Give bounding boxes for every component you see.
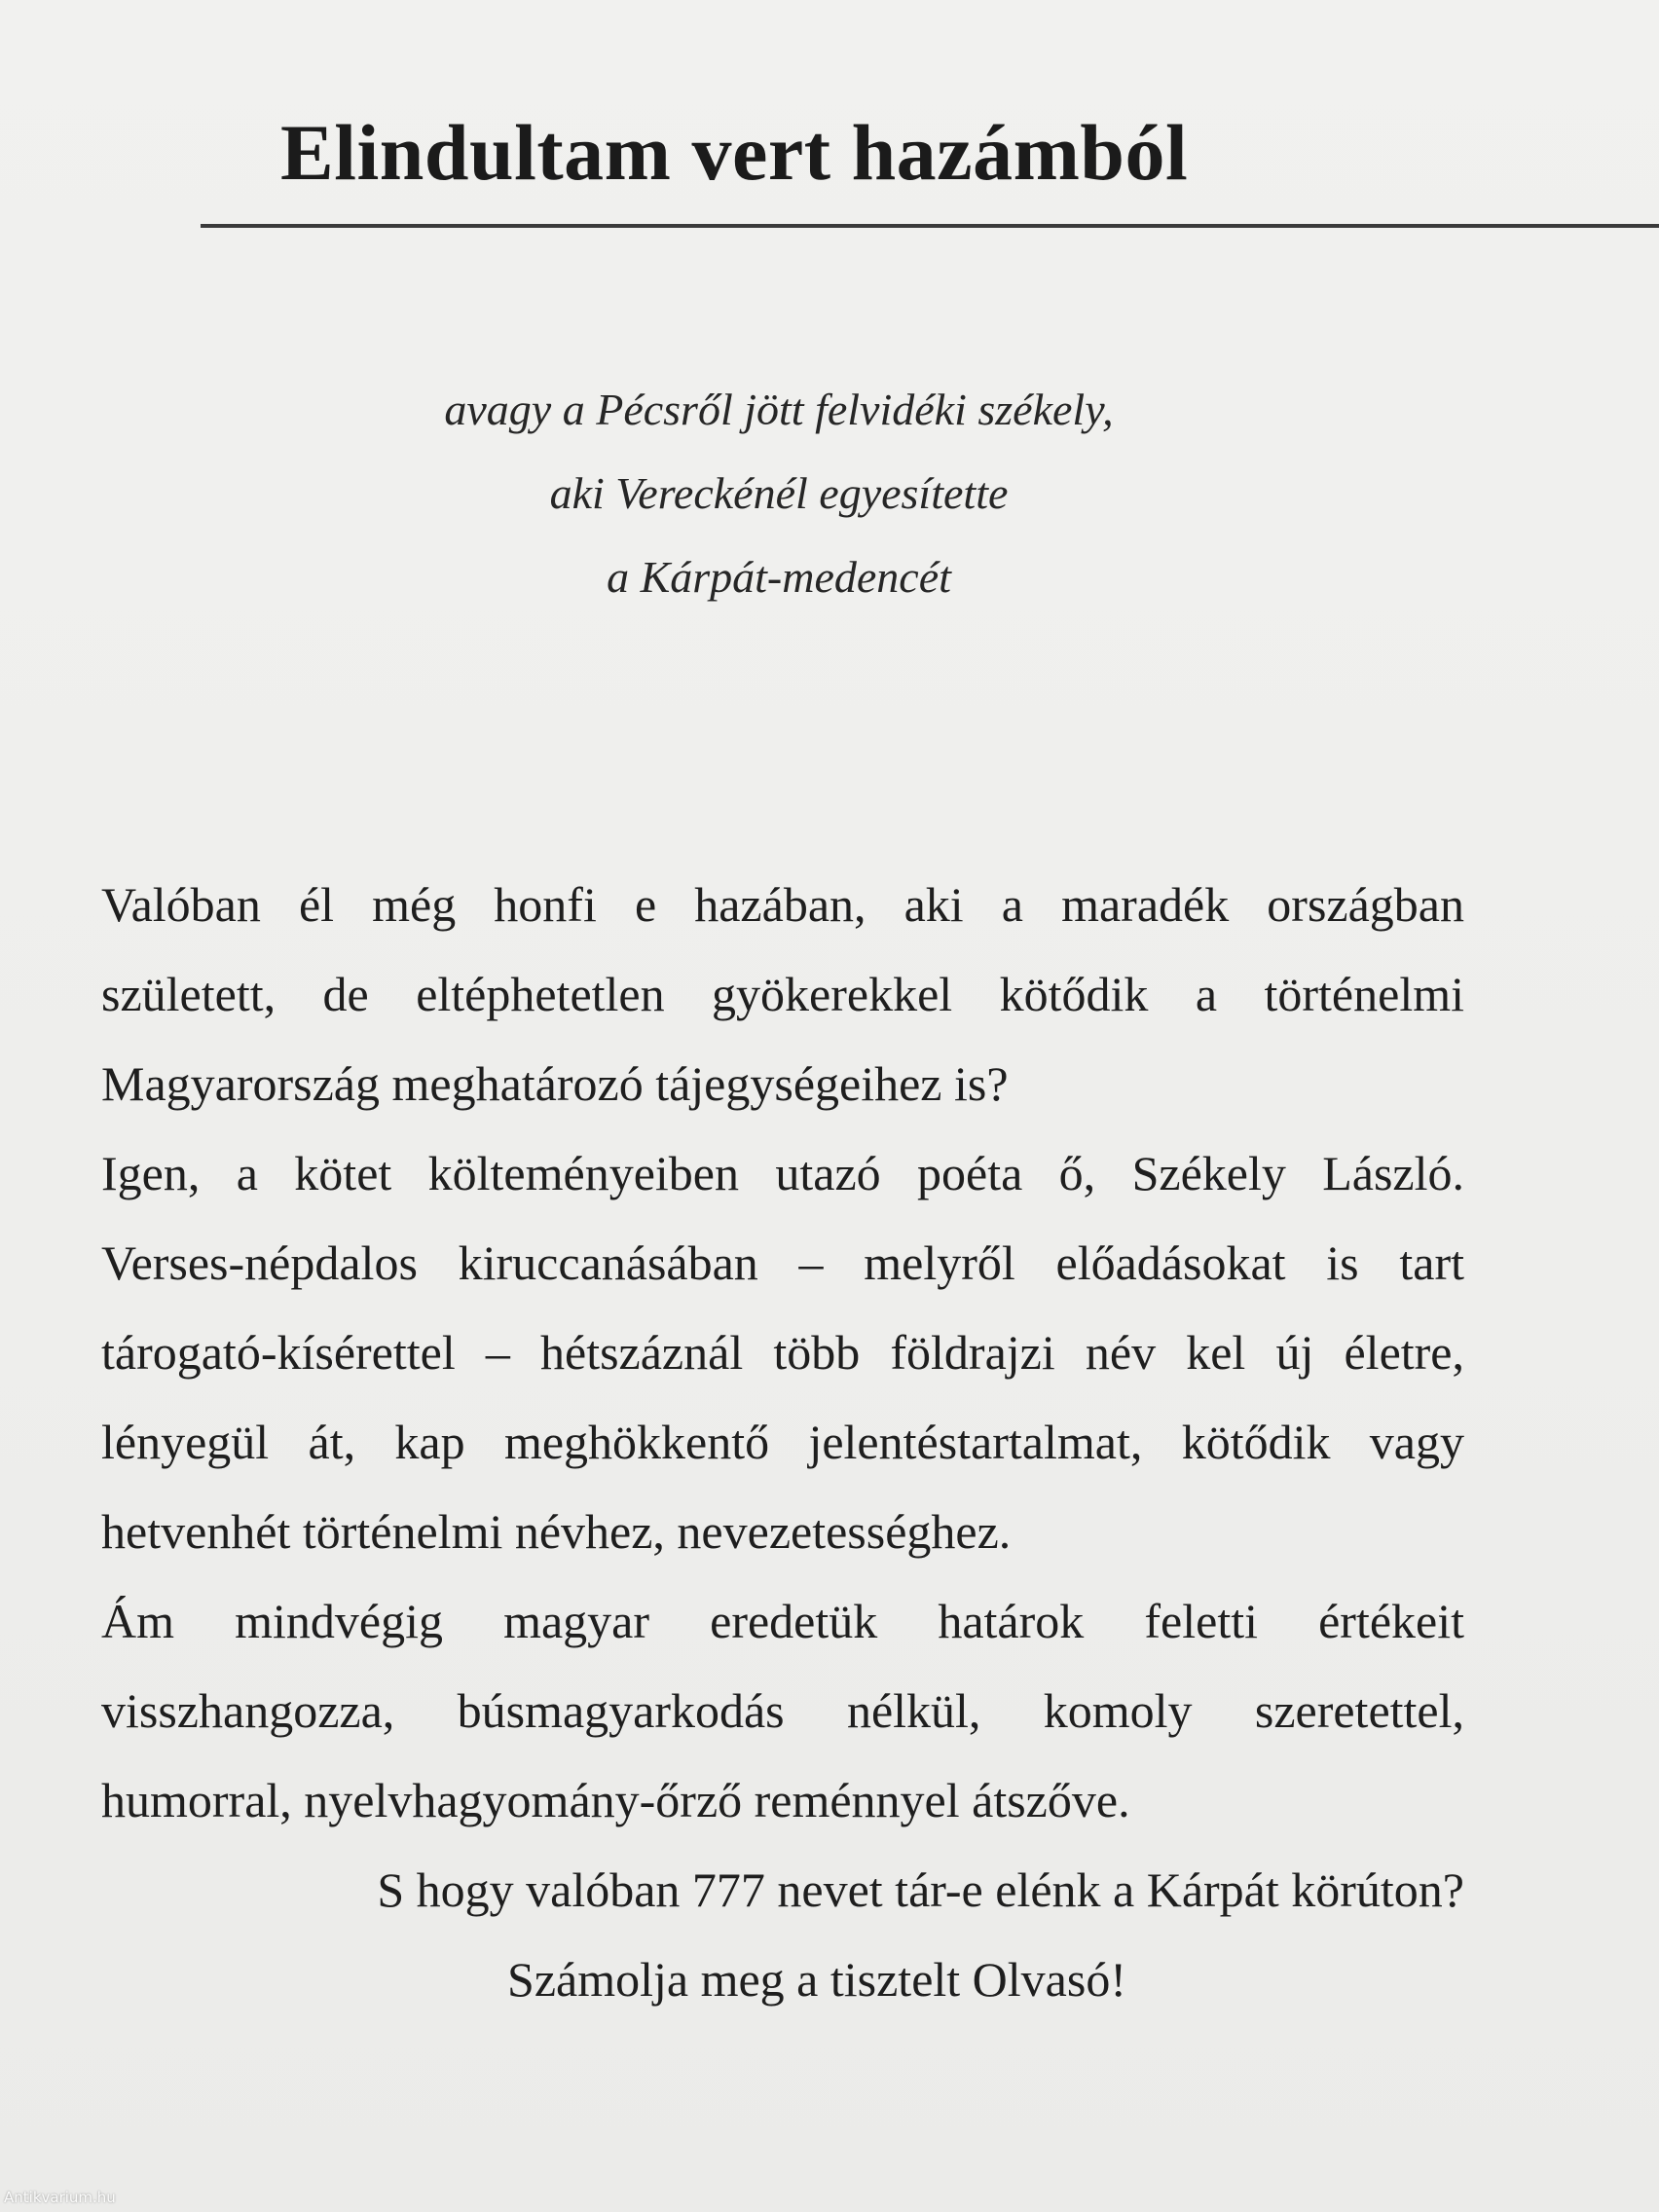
subtitle-line: aki Vereckénél egyesítette: [549, 468, 1009, 518]
body-line: lényegül át, kap meghökkentő jelentéstartalmat, kötődik vagy: [101, 1415, 1464, 1469]
body-line: hetvenhét történelmi névhez, nevezetességhez.: [101, 1504, 1012, 1559]
body-line: visszhangozza, búsmagyarkodás nélkül, komoly szeretettel,: [101, 1683, 1464, 1738]
body-line: Igen, a kötet költeményeiben utazó poéta ő, Székely László.: [101, 1146, 1464, 1200]
subtitle-line: avagy a Pécsről jött felvidéki székely,: [444, 385, 1114, 434]
body-line: Valóban él még honfi e hazában, aki a maradék országban: [101, 877, 1464, 932]
title-divider: [201, 224, 1659, 228]
closing-invitation: Számolja meg a tisztelt Olvasó!: [507, 1952, 1126, 2007]
body-line: humorral, nyelvhagyomány-őrző reménnyel átszőve.: [101, 1773, 1130, 1827]
subtitle: [292, 368, 1266, 619]
body-line: Magyarország meghatározó tájegységeihez is?: [101, 1056, 1009, 1111]
closing-question: S hogy valóban 777 nevet tár-e elénk a Kárpát körúton?: [377, 1862, 1464, 1917]
subtitle-line: a Kárpát-medencét: [607, 552, 951, 602]
body-line: született, de eltéphetetlen gyökerekkel kötődik a történelmi: [101, 967, 1464, 1021]
body-paragraphs: [101, 860, 1464, 1845]
body-line: tárogató-kísérettel – hétszáznál több földrajzi név kel új életre,: [101, 1325, 1464, 1380]
body-line: Verses-népdalos kiruccanásában – melyről előadásokat is tart: [101, 1235, 1464, 1290]
watermark: Antikvarium.hu: [4, 2189, 116, 2206]
page-title: Elindultam vert hazámból: [280, 108, 1189, 197]
closing-lines: [101, 1845, 1464, 2024]
body-line: Ám mindvégig magyar eredetük határok feletti értékeit: [101, 1594, 1464, 1648]
